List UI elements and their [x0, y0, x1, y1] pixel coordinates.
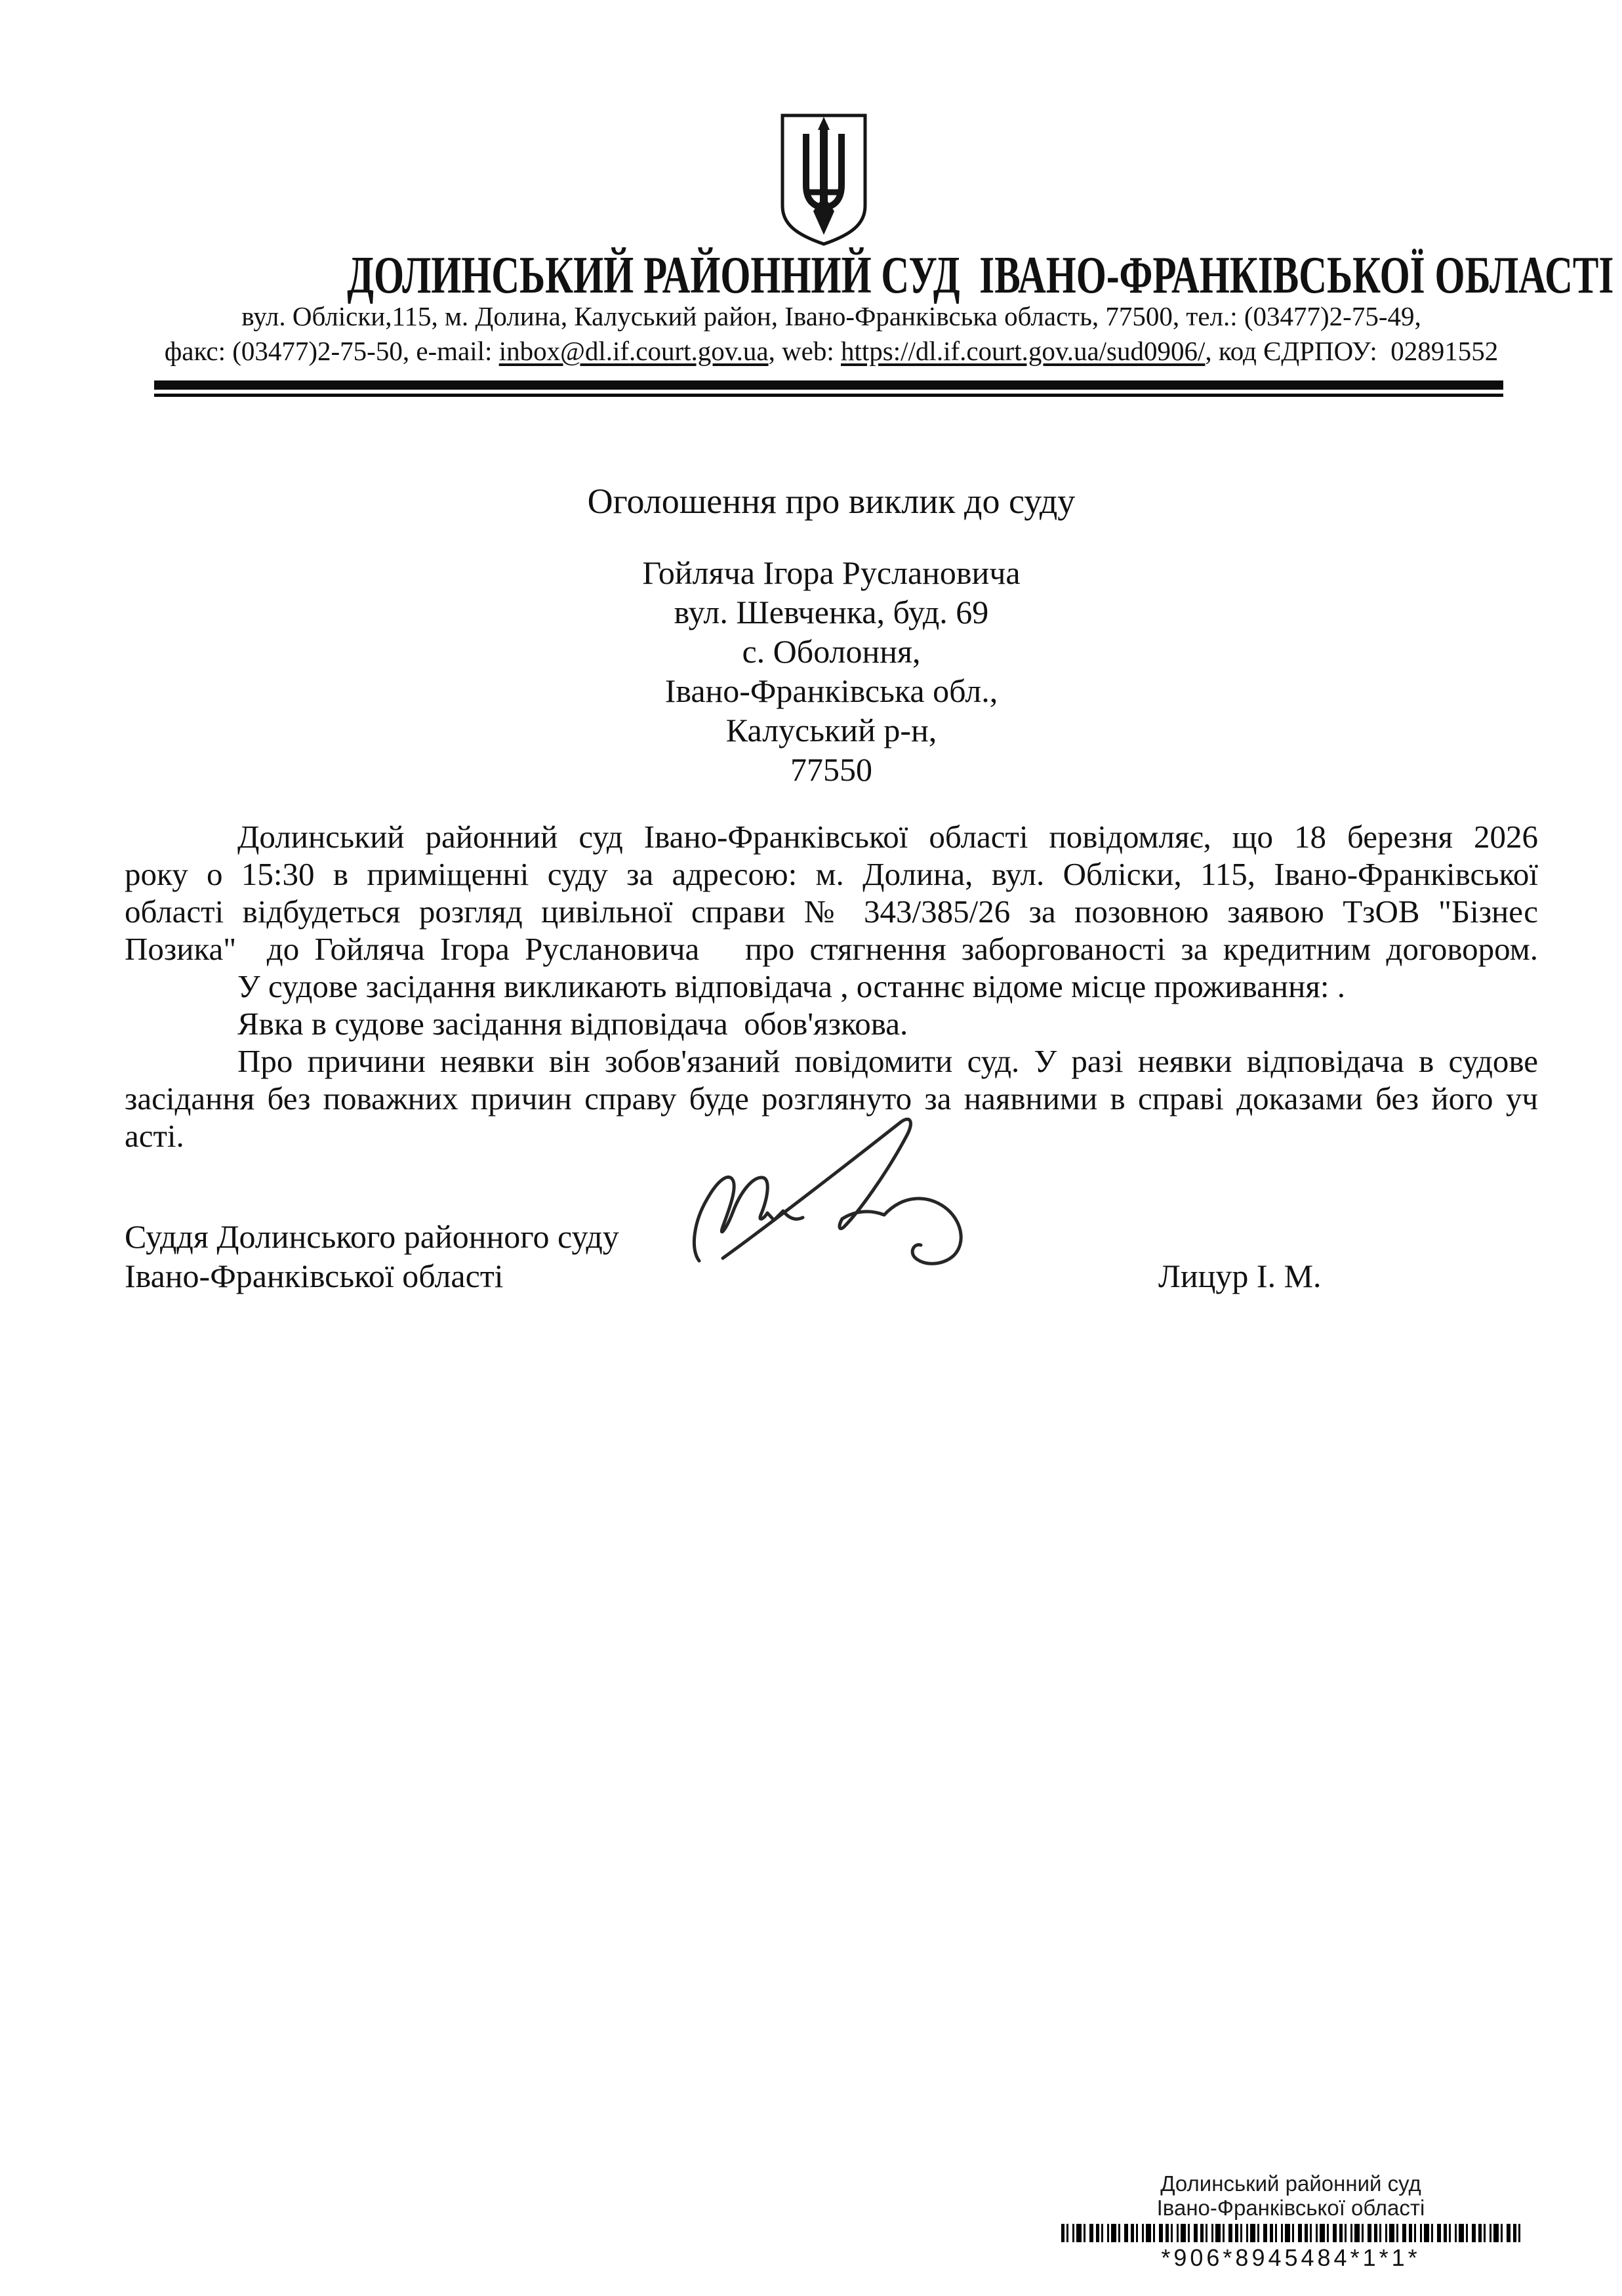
body-line: року о 15:30 в приміщенні суду за адресою: м. Долина, вул. Обліски, 115, Івано-Франківської: [125, 856, 1538, 892]
body-line: Позика" до Гойляча Ігора Руслановича про стягнення заборгованості за кредитним договором.: [125, 931, 1538, 967]
barcode: [1061, 2224, 1520, 2242]
body-line: У судове засідання викликають відповідача , останнє відоме місце проживання: .: [237, 968, 1345, 1004]
header-separator-thin-rule: [154, 394, 1503, 397]
contacts-mid: , web:: [768, 336, 841, 366]
addressee-region: Івано-Франківська обл.,: [664, 672, 998, 709]
contacts-suffix: , код ЄДРПОУ: 02891552: [1205, 336, 1499, 366]
barcode-value: *906*8945484*1*1*: [1161, 2244, 1421, 2271]
addressee-name: Гойляча Ігора Руслановича: [642, 554, 1021, 591]
website-link: https://dl.if.court.gov.ua/sud0906/: [841, 336, 1206, 366]
ukraine-trident-icon: [777, 112, 870, 248]
body-line: області відбудеться розгляд цивільної справи № 343/385/26 за позовною заявою ТзОВ "Бізнес: [125, 893, 1538, 930]
court-barcode-stamp: [1048, 2171, 1533, 2272]
court-address-line: вул. Обліски,115, м. Долина, Калуський район, Івано-Франківська область, 77500, тел.: (03477)2-75-49,: [241, 301, 1421, 331]
stamp-court-name-line-2: Івано-Франківської області: [1156, 2196, 1425, 2220]
body-line: Явка в судове засідання відповідача обов'язкова.: [237, 1006, 908, 1042]
addressee-district: Калуський р-н,: [725, 712, 937, 748]
document-title: Оголошення про виклик до суду: [587, 482, 1076, 521]
judge-role-line-1: Суддя Долинського районного суду: [125, 1218, 619, 1255]
judge-name: Лицур І. М.: [1158, 1258, 1322, 1294]
body-line: Про причини неявки він зобов'язаний повідомити суд. У разі неявки відповідача в судове: [237, 1043, 1538, 1079]
stamp-court-name-line-1: Долинський районний суд: [1160, 2171, 1421, 2196]
body-line: засідання без поважних причин справу буде розглянуто за наявними в справі доказами без його уч: [125, 1080, 1538, 1117]
court-contacts-line: [125, 335, 1538, 367]
court-name-text: ДОЛИНСЬКИЙ РАЙОННИЙ СУД ІВАНО-ФРАНКІВСЬКОЇ ОБЛАСТІ: [347, 247, 1614, 304]
judge-role-line-2: Івано-Франківської області: [125, 1258, 504, 1294]
body-text-block: [125, 818, 1538, 1155]
body-line: Долинський районний суд Івано-Франківської області повідомляє, що 18 березня 2026: [237, 819, 1538, 855]
body-line: асті.: [125, 1118, 184, 1154]
court-name-heading: [125, 247, 1614, 304]
addressee-postcode: 77550: [790, 751, 872, 788]
addressee-street: вул. Шевченка, буд. 69: [674, 594, 989, 630]
contacts-prefix: факс: (03477)2-75-50, e-mail:: [164, 336, 499, 366]
handwritten-signature: [690, 1114, 973, 1270]
header-separator-thick-rule: [154, 380, 1503, 390]
addressee-village: с. Оболоння,: [742, 633, 921, 670]
addressee-block: [125, 553, 1538, 789]
email-link: inbox@dl.if.court.gov.ua: [498, 336, 769, 366]
